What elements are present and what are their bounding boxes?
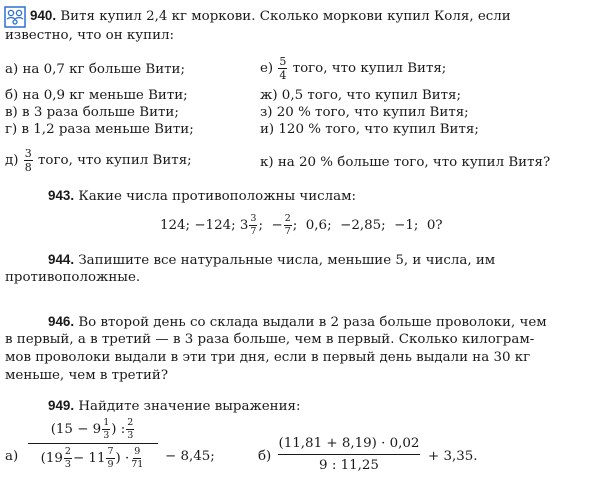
problem-940-item-zh: ж) 0,5 того, что купил Витя; [260,88,461,103]
expression-a-denominator: (19 $\frac{2}{3}$ − 11 $\frac{7}{9}$ ) · $\frac{9}{71}$ [40,446,144,470]
problem-944-number: 944. [48,252,75,267]
problem-943-text: Какие числа противоположны числам: [78,189,357,204]
problem-940-item-k: к) на 20 % больше того, что купил Витя? [260,155,551,170]
expression-b-fraction [278,436,420,473]
problem-940-item-v: в) в 3 раза больше Вити; [5,105,179,120]
problem-946-line1 [48,314,547,330]
mixed-two-thirds: $\frac{2}{3}$ [64,446,71,470]
problem-946-number: 946. [48,314,75,329]
expression-a-label: а) [5,449,19,464]
problem-949-number: 949. [48,398,75,413]
problem-944-text1: Запишите все натуральные числа, меньшие 5, и числа, им [78,253,496,268]
problem-943-line [48,188,356,204]
expression-a-fraction [28,418,158,469]
problem-946-text2: в первый, а в третий — в 3 раза больше, чем в первый. Сколько килограм- [5,332,535,347]
problem-943-number: 943. [48,188,75,203]
problem-943-numbers: 124; −124; 3 $\frac{3}{7}$ ; − $\frac{2}{7}$ ; 0,6; −2,85; −1; 0? [160,213,443,237]
problem-940-text2: известно, что он купил: [5,28,175,43]
problem-949-line [48,398,301,414]
problem-946-text4: меньше, чем в третий? [5,368,169,383]
expression-a-tail: − 8,45; [165,449,215,464]
problem-940-line1 [30,8,511,24]
problem-940-item-i: и) 120 % того, что купил Витя; [260,122,479,137]
fraction-two-sevenths: $\frac{2}{7}$ [284,213,291,237]
problem-940-item-a: а) на 0,7 кг больше Вити; [5,62,185,77]
problem-940-item-b: б) на 0,9 кг меньше Вити; [5,88,188,103]
problem-940-number: 940. [30,8,57,23]
expression-b-numerator: (11,81 + 8,19) · 0,02 [278,436,420,451]
problem-940-item-e: е) $\frac{5}{4}$ того, что купил Витя; [260,55,447,82]
problem-946-text1: Во второй день со склада выдали в 2 раза больше проволоки, чем [78,315,547,330]
fraction-five-quarters: $\frac{5}{4}$ [279,55,287,82]
mixed-one-third: $\frac{1}{3}$ [103,417,110,441]
problem-940-item-g: г) в 1,2 раза меньше Вити; [5,122,194,137]
problem-940-text1: Витя купил 2,4 кг моркови. Сколько моркови купил Коля, если [60,9,511,24]
mixed-three-sevenths: $\frac{3}{7}$ [250,213,257,237]
problem-944-text2: противоположные. [5,270,141,285]
problem-940-item-z: з) 20 % того, что купил Витя; [260,105,469,120]
problem-946-text3: мов проволоки выдали в эти три дня, если в первый день выдали на 30 кг [5,350,531,365]
problem-944-line1 [48,252,495,268]
problem-949-text: Найдите значение выражения: [78,399,301,414]
expression-a-numerator: (15 − 9 $\frac{1}{3}$ ) : $\frac{2}{3}$ [50,417,134,441]
expression-b-denominator: 9 : 11,25 [319,458,379,473]
mixed-seven-ninths: $\frac{7}{9}$ [107,446,114,470]
fraction-two-thirds: $\frac{2}{3}$ [127,417,134,441]
group-work-icon [4,6,26,28]
fraction-three-eighths: $\frac{3}{8}$ [24,147,32,174]
expression-b-label: б) [258,449,272,464]
expression-b-tail: + 3,35. [428,449,478,464]
fraction-nine-seventy-first: $\frac{9}{71}$ [131,446,144,470]
problem-940-item-d: д) $\frac{3}{8}$ того, что купил Витя; [5,147,192,174]
